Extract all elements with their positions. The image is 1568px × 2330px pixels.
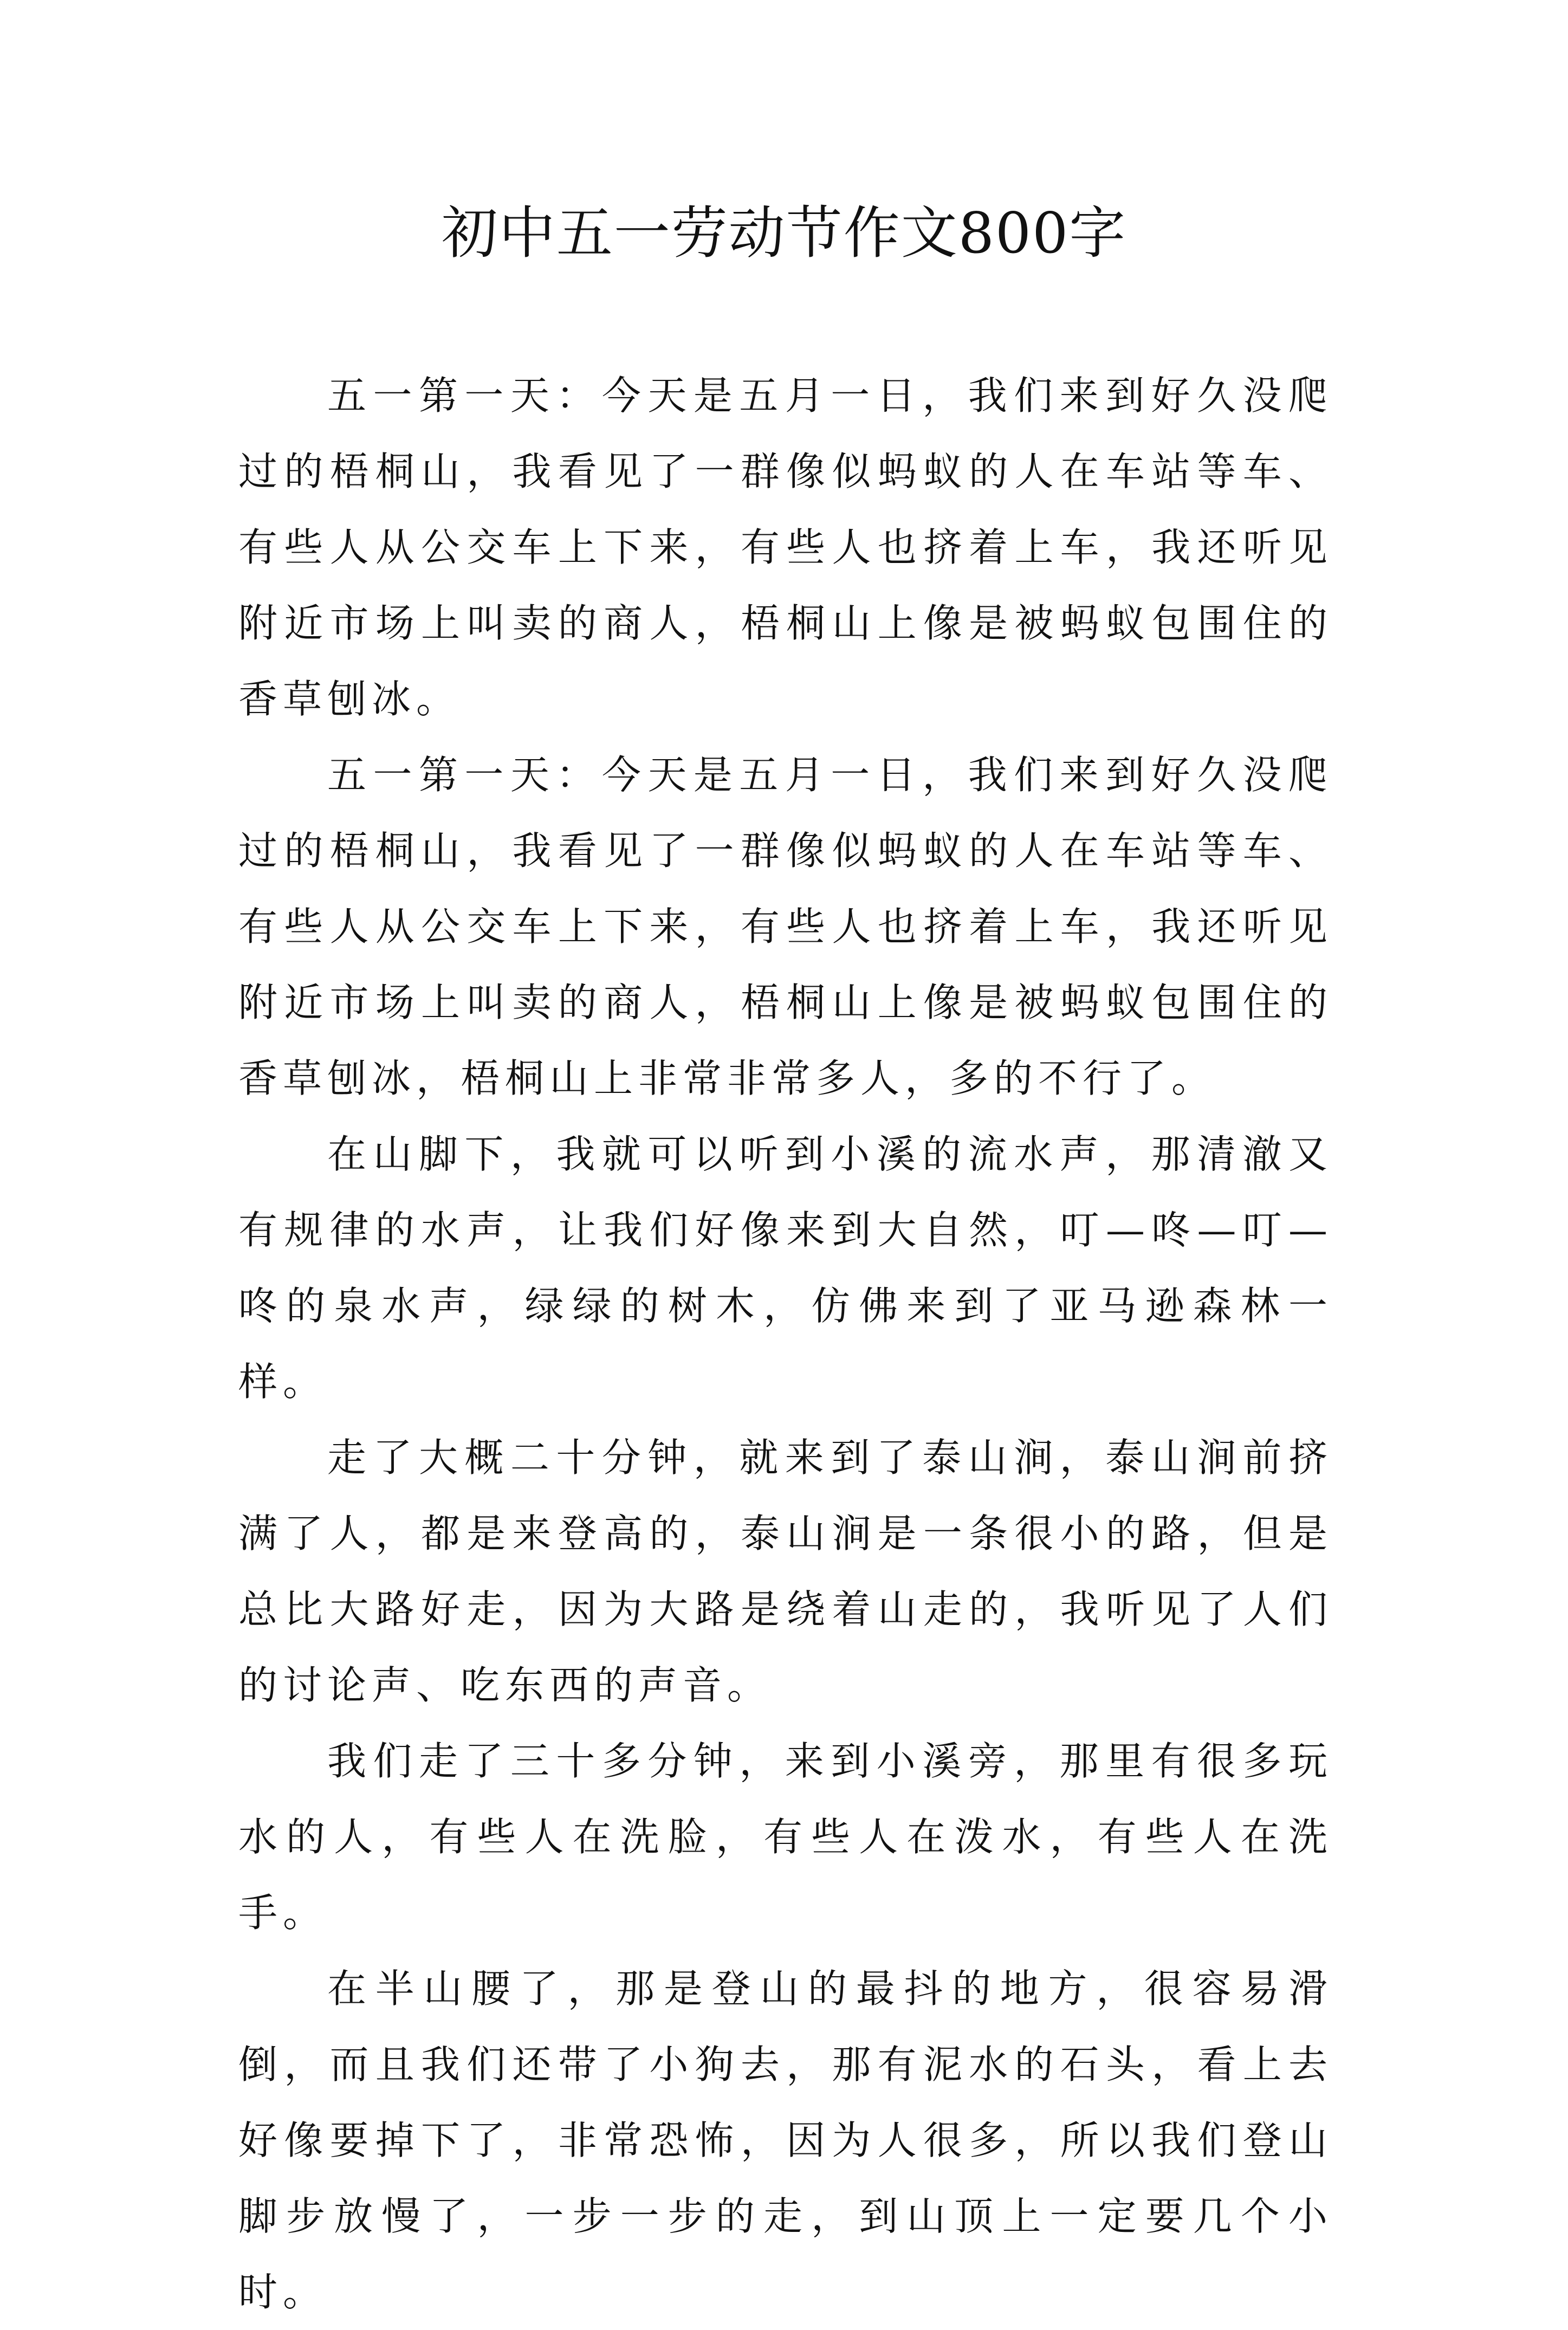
document-title: 初中五一劳动节作文800字 <box>441 200 1127 266</box>
document-body <box>238 358 1333 2330</box>
paragraph: 五一第一天：今天是五月一日，我们来到好久没爬过的梧桐山，我看见了一群像似蚂蚁的人在车站等车、有些人从公交车上下来，有些人也挤着上车，我还听见附近市场上叫卖的商人，梧桐山上像是被蚂蚁包围住的香草刨冰，梧桐山上非常非常多人，多的不行了。 <box>238 752 1333 1101</box>
paragraph: 在半山腰了，那是登山的最抖的地方，很容易滑倒，而且我们还带了小狗去，那有泥水的石头，看上去好像要掉下了，非常恐怖，因为人很多，所以我们登山脚步放慢了，一步一步的走，到山顶上一定要几个小时。 <box>238 1966 1333 2315</box>
paragraph: 五一第一天：今天是五月一日，我们来到好久没爬过的梧桐山，我看见了一群像似蚂蚁的人在车站等车、有些人从公交车上下来，有些人也挤着上车，我还听见附近市场上叫卖的商人，梧桐山上像是被蚂蚁包围住的香草刨冰。 <box>238 373 1333 722</box>
paragraph: 在山脚下，我就可以听到小溪的流水声，那清澈又有规律的水声，让我们好像来到大自然，叮—咚—叮—咚的泉水声，绿绿的树木，仿佛来到了亚马逊森林一样。 <box>238 1131 1333 1405</box>
paragraph: 走了大概二十分钟，就来到了泰山涧，泰山涧前挤满了人，都是来登高的，泰山涧是一条很小的路，但是总比大路好走，因为大路是绕着山走的，我听见了人们的讨论声、吃东西的声音。 <box>238 1435 1333 1708</box>
paragraph: 我们走了三十多分钟，来到小溪旁，那里有很多玩水的人，有些人在洗脸，有些人在泼水，有些人在洗手。 <box>238 1738 1333 1936</box>
